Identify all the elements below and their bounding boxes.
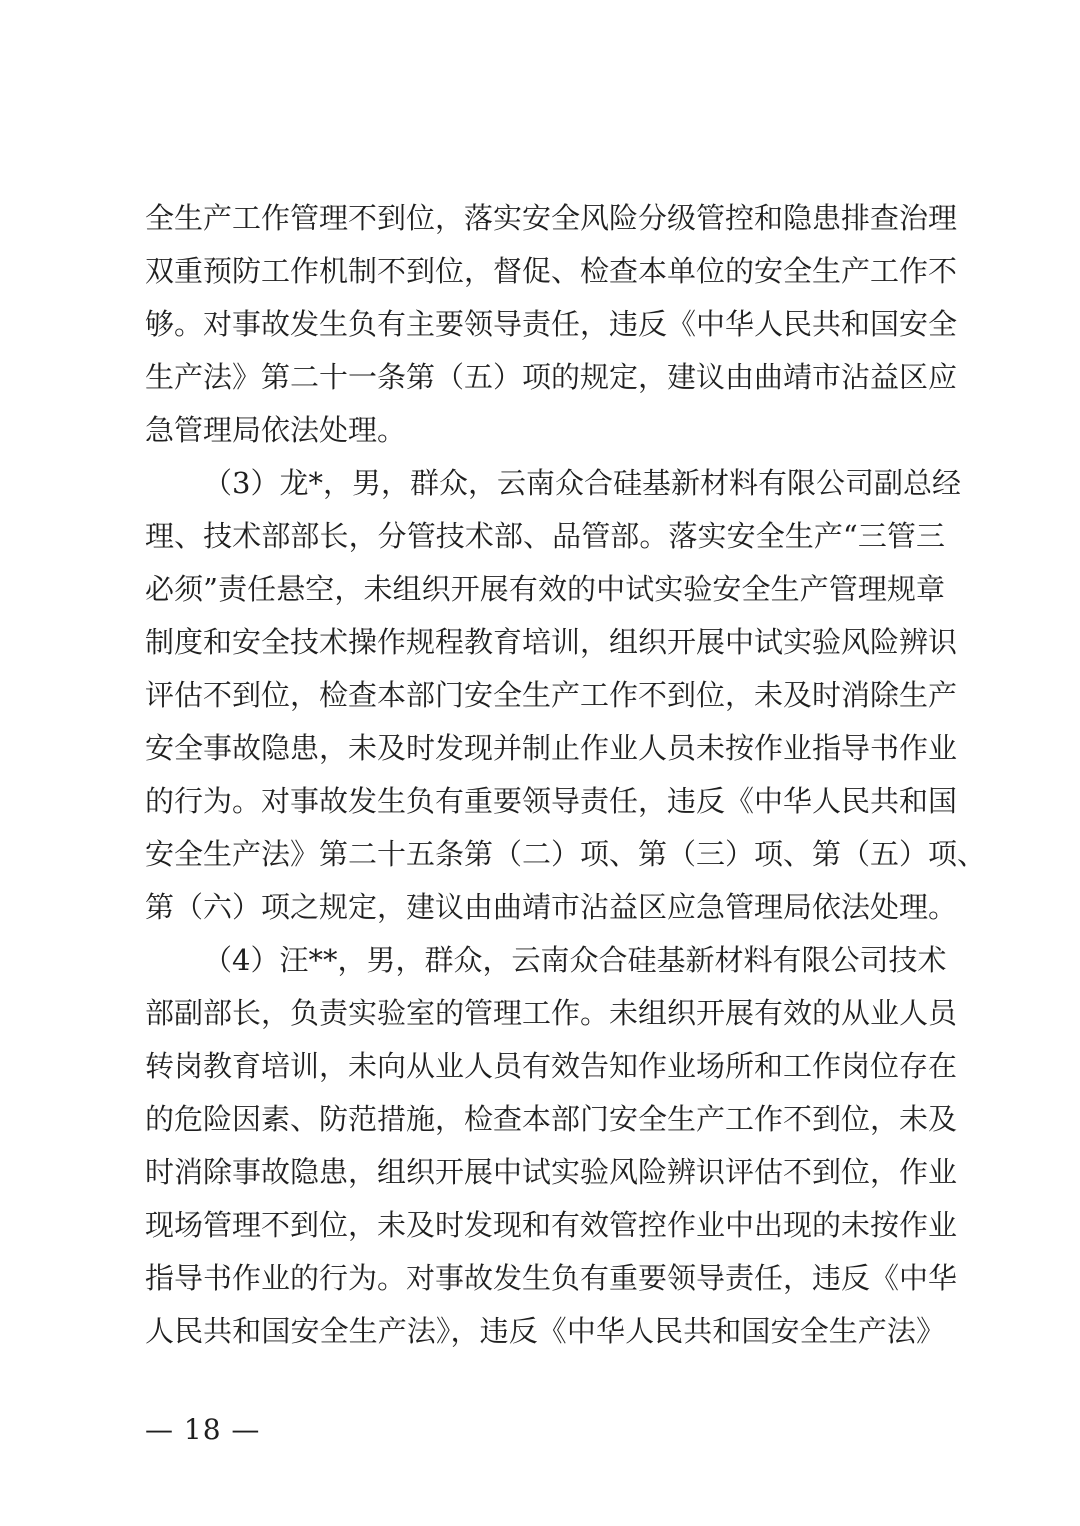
paragraph-start-line: （3）龙*，男，群众，云南众合硅基新材料有限公司副总经 [203, 466, 961, 500]
text-line: 人民共和国安全生产法》，违反《中华人民共和国安全生产法》 [145, 1314, 945, 1348]
text-line: 够。对事故发生负有主要领导责任，违反《中华人民共和国安全 [145, 307, 958, 341]
text-line: 的危险因素、防范措施，检查本部门安全生产工作不到位，未及 [145, 1102, 958, 1136]
text-line: 的行为。对事故发生负有重要领导责任，违反《中华人民共和国 [145, 784, 958, 818]
text-line: 转岗教育培训，未向从业人员有效告知作业场所和工作岗位存在 [145, 1049, 958, 1083]
text-line: 安全事故隐患，未及时发现并制止作业人员未按作业指导书作业 [145, 731, 958, 765]
text-line: 第（六）项之规定，建议由曲靖市沾益区应急管理局依法处理。 [145, 890, 958, 924]
paragraph-start-line: （4）汪**，男，群众，云南众合硅基新材料有限公司技术 [203, 943, 947, 977]
page-number: — 18 — [145, 1413, 261, 1446]
text-line: 双重预防工作机制不到位，督促、检查本单位的安全生产工作不 [145, 254, 958, 288]
text-line: 指导书作业的行为。对事故发生负有重要领导责任，违反《中华 [145, 1261, 958, 1295]
text-line: 制度和安全技术操作规程教育培训，组织开展中试实验风险辨识 [145, 625, 958, 659]
text-line: 必须”责任悬空，未组织开展有效的中试实验安全生产管理规章 [145, 572, 945, 606]
text-line: 急管理局依法处理。 [145, 413, 407, 447]
text-line: 评估不到位，检查本部门安全生产工作不到位，未及时消除生产 [145, 678, 958, 712]
text-line: 理、技术部部长，分管技术部、品管部。落实安全生产“三管三 [145, 519, 945, 553]
text-line: 现场管理不到位，未及时发现和有效管控作业中出现的未按作业 [145, 1208, 958, 1242]
text-line: 全生产工作管理不到位，落实安全风险分级管控和隐患排查治理 [145, 201, 958, 235]
text-line: 生产法》第二十一条第（五）项的规定，建议由曲靖市沾益区应 [145, 360, 958, 394]
text-line: 时消除事故隐患，组织开展中试实验风险辨识评估不到位，作业 [145, 1155, 958, 1189]
body-text [145, 192, 987, 1358]
text-line: 部副部长，负责实验室的管理工作。未组织开展有效的从业人员 [145, 996, 958, 1030]
text-line: 安全生产法》第二十五条第（二）项、第（三）项、第（五）项、 [145, 837, 987, 871]
